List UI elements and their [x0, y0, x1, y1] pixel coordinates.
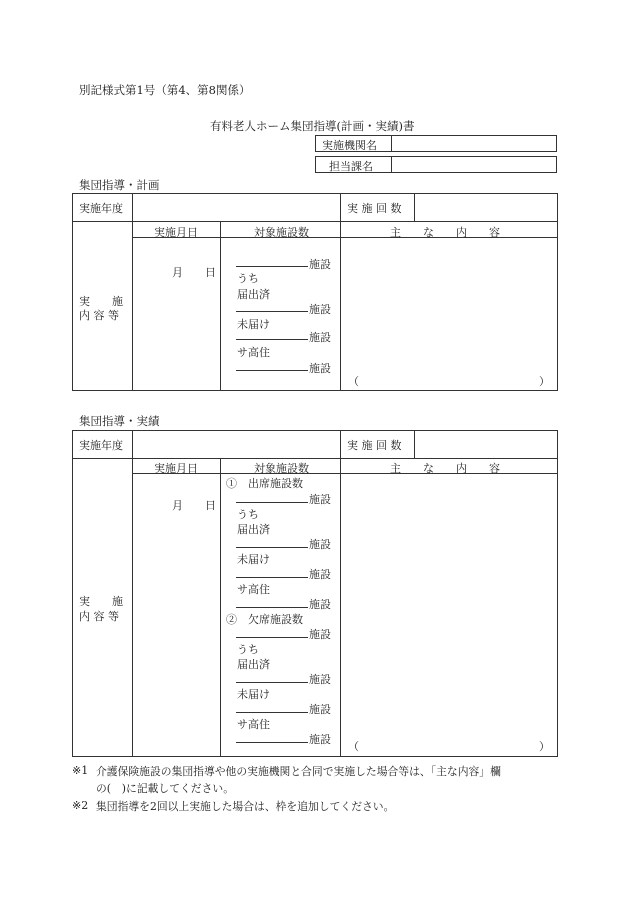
- result-col-content: 主 な 内 容: [390, 462, 500, 475]
- agency-input[interactable]: [392, 136, 556, 151]
- note2-line1: 集団指導を2回以上実施した場合は、枠を追加してください。: [96, 800, 395, 813]
- result-attend-unit-total: 施設: [309, 493, 331, 506]
- plan-paren-close: ）: [539, 375, 550, 388]
- result-paren-close: ）: [539, 740, 550, 753]
- result-absent-unit-sakouju: 施設: [309, 733, 331, 746]
- note2-mark: ※2: [72, 799, 89, 812]
- plan-sakouju: サ高住: [237, 346, 270, 359]
- plan-unit-sakouju: 施設: [309, 362, 331, 375]
- plan-row-label-1: 実 施: [79, 295, 123, 308]
- plan-count-label: 実 施 回 数: [347, 202, 402, 215]
- plan-paren-open: （: [348, 375, 359, 388]
- agency-label: 実施機関名: [322, 139, 377, 152]
- dept-input[interactable]: [392, 157, 556, 172]
- note1-mark: ※1: [72, 764, 89, 777]
- result-attend-todokede: 届出済: [237, 523, 270, 536]
- plan-col-facilities: 対象施設数: [254, 226, 309, 239]
- result-attend-uchi: うち: [237, 508, 259, 521]
- result-attend-unit-sakouju: 施設: [309, 598, 331, 611]
- result-absent-todokede: 届出済: [237, 658, 270, 671]
- result-section-title: 集団指導・実績: [79, 414, 160, 428]
- result-attend-mitodoke: 未届け: [237, 553, 270, 566]
- result-paren-open: （: [348, 740, 359, 753]
- result-col-facilities: 対象施設数: [254, 462, 309, 475]
- result-content-input[interactable]: [342, 475, 556, 733]
- dept-label: 担当課名: [329, 160, 373, 173]
- form-id: 別記様式第1号（第4、第8関係）: [79, 83, 251, 97]
- result-absent-label: ② 欠席施設数: [226, 613, 303, 626]
- result-year-label: 実施年度: [79, 439, 123, 452]
- plan-content-input[interactable]: [342, 239, 556, 369]
- result-absent-unit-total: 施設: [309, 628, 331, 641]
- plan-uchi: うち: [237, 272, 259, 285]
- plan-col-content: 主 な 内 容: [390, 226, 500, 239]
- result-count-label: 実 施 回 数: [347, 439, 402, 452]
- plan-todokede: 届出済: [237, 288, 270, 301]
- plan-date-value: 月 日: [172, 266, 216, 279]
- result-absent-unit-todokede: 施設: [309, 673, 331, 686]
- result-absent-mitodoke: 未届け: [237, 688, 270, 701]
- plan-year-input[interactable]: [134, 195, 338, 219]
- note1-line1: 介護保険施設の集団指導や他の実施機関と合同で実施した場合等は、「主な内容」欄: [96, 765, 501, 778]
- plan-section-title: 集団指導・計画: [79, 178, 160, 192]
- result-absent-unit-mitodoke: 施設: [309, 703, 331, 716]
- result-row-label-2: 内 容 等: [79, 610, 119, 623]
- page-title: 有料老人ホーム集団指導(計画・実績)書: [210, 119, 415, 133]
- result-date-value: 月 日: [172, 499, 216, 512]
- plan-unit-total: 施設: [309, 258, 331, 271]
- result-col-date: 実施月日: [154, 462, 198, 475]
- result-absent-uchi: うち: [237, 643, 259, 656]
- result-absent-sakouju: サ高住: [237, 718, 270, 731]
- plan-year-label: 実施年度: [79, 202, 123, 215]
- plan-unit-todokede: 施設: [309, 303, 331, 316]
- result-year-input[interactable]: [134, 432, 338, 456]
- result-row-label-1: 実 施: [79, 595, 123, 608]
- result-attend-unit-mitodoke: 施設: [309, 568, 331, 581]
- plan-mitodoke: 未届け: [237, 318, 270, 331]
- plan-col-date: 実施月日: [154, 226, 198, 239]
- plan-unit-mitodoke: 施設: [309, 331, 331, 344]
- result-count-input[interactable]: [416, 432, 556, 456]
- result-attend-unit-todokede: 施設: [309, 538, 331, 551]
- plan-count-input[interactable]: [416, 195, 556, 219]
- result-attend-label: ① 出席施設数: [226, 477, 303, 490]
- plan-row-label-2: 内 容 等: [79, 309, 119, 322]
- note1-line2: の( )に記載してください。: [96, 782, 234, 795]
- result-attend-sakouju: サ高住: [237, 583, 270, 596]
